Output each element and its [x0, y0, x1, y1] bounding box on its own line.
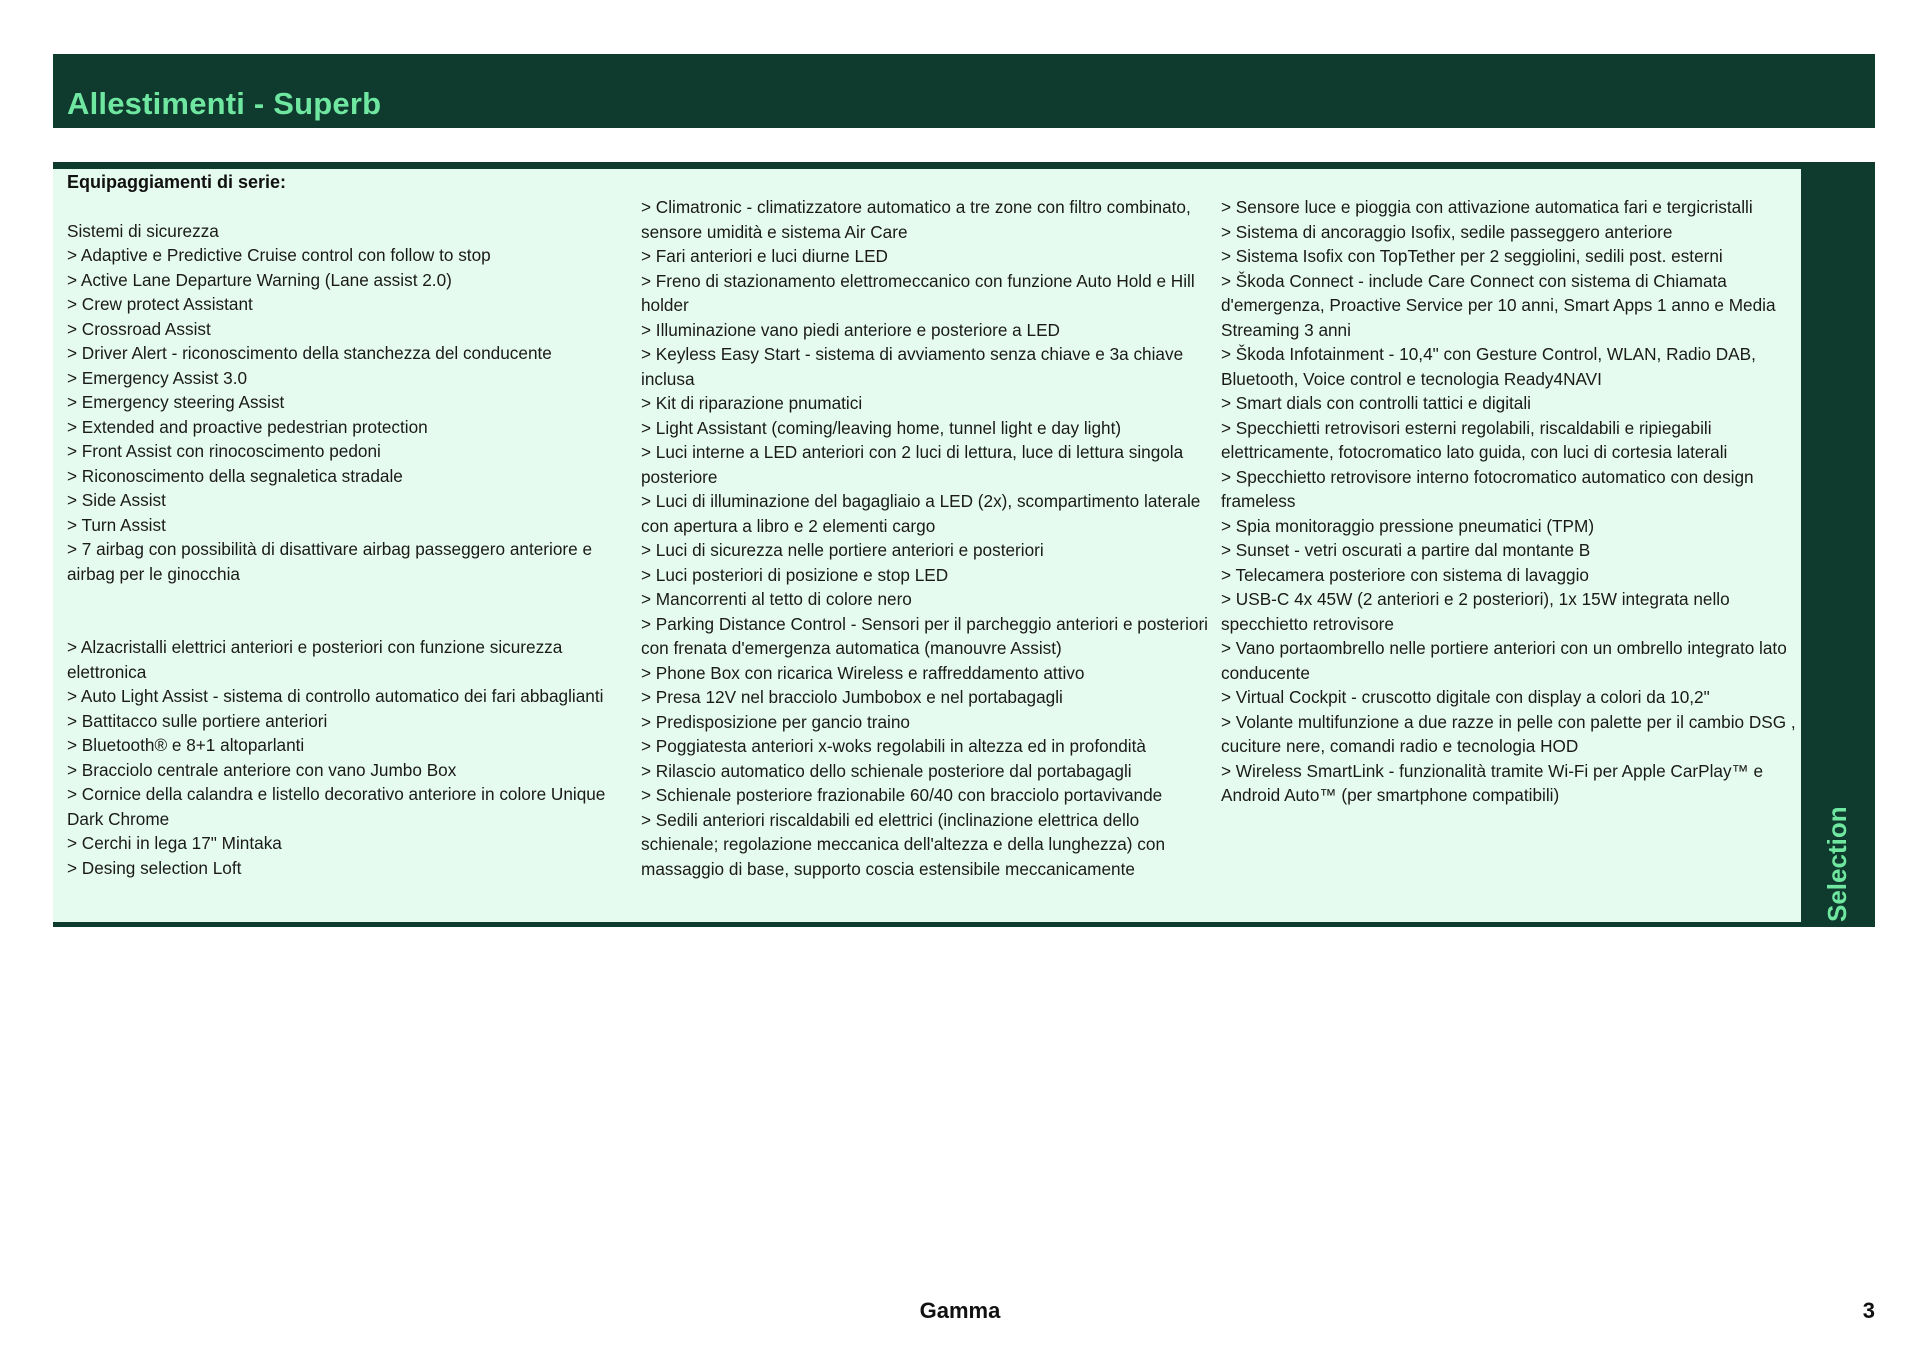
list-item: > USB-C 4x 45W (2 anteriori e 2 posteriori), 1x 15W integrata nello specchietto retrovisore [1221, 589, 1730, 634]
list-item: > Parking Distance Control - Sensori per il parcheggio anteriori e posteriori con frenata d'emergenza automatica (manouvre Assist) [641, 613, 1208, 658]
list-item: > Emergency steering Assist [67, 392, 285, 412]
list-item: > Extended and proactive pedestrian protection [67, 416, 428, 437]
list-item: > Sistema di ancoraggio Isofix, sedile passeggero anteriore [1221, 221, 1673, 242]
safety-subheading: Sistemi di sicurezza [67, 220, 219, 241]
trim-level-label: Selection [1822, 806, 1852, 922]
spacer [67, 586, 627, 635]
list-item: > Poggiatesta anteriori x-woks regolabili in altezza ed in profondità [641, 736, 1146, 756]
list-item: > Škoda Infotainment - 10,4" con Gesture Control, WLAN, Radio DAB, Bluetooth, Voice control e tecnologia Ready4NAVI [1221, 344, 1756, 389]
list-item: > Riconoscimento della segnaletica stradale [67, 465, 403, 486]
list-item: > Phone Box con ricarica Wireless e raffreddamento attivo [641, 662, 1085, 683]
list-item: > Cerchi in lega 17" Mintaka [67, 833, 282, 853]
equipment-column-1 [67, 170, 627, 880]
list-item: > Active Lane Departure Warning (Lane assist 2.0) [67, 269, 452, 290]
list-item: > Driver Alert - riconoscimento della stanchezza del conducente [67, 343, 552, 363]
list-item: > 7 airbag con possibilità di disattivare airbag passeggero anteriore e airbag per le ginocchia [67, 539, 593, 584]
list-item: > Kit di riparazione pnumatici [641, 393, 863, 413]
list-item: > Sensore luce e pioggia con attivazione automatica fari e tergicristalli [1221, 197, 1753, 217]
list-item: > Vano portaombrello nelle portiere anteriori con un ombrello integrato lato conducente [1221, 638, 1787, 683]
list-item: > Škoda Connect - include Care Connect con sistema di Chiamata d'emergenza, Proactive Service per 10 anni, Smart Apps 1 anno e Media Streaming 3 anni [1221, 270, 1776, 340]
list-item: > Battitacco sulle portiere anteriori [67, 710, 328, 731]
list-item: > Rilascio automatico dello schienale posteriore dal portabagagli [641, 760, 1132, 781]
list-item: > Crossroad Assist [67, 318, 211, 339]
list-item: > Emergency Assist 3.0 [67, 367, 248, 388]
list-item: > Crew protect Assistant [67, 294, 253, 314]
list-item: > Sistema Isofix con TopTether per 2 seggiolini, sedili post. esterni [1221, 246, 1723, 266]
list-item: > Mancorrenti al tetto di colore nero [641, 589, 912, 609]
list-item: > Sedili anteriori riscaldabili ed elettrici (inclinazione elettrica dello schienale; regolazione meccanica dell'altezza e della lunghezza) con massaggio di base, supporto coscia estensibile meccanicamente [641, 809, 1166, 879]
list-item: > Adaptive e Predictive Cruise control con follow to stop [67, 245, 491, 265]
page-title: Allestimenti - Superb [67, 86, 382, 121]
list-item: > Specchietti retrovisori esterni regolabili, riscaldabili e ripiegabili elettricamente, fotocromatico lato guida, con luci di cortesia laterali [1221, 417, 1728, 462]
list-item: > Presa 12V nel bracciolo Jumbobox e nel portabagagli [641, 687, 1063, 707]
list-item: > Schienale posteriore frazionabile 60/40 con bracciolo portavivande [641, 785, 1163, 805]
list-item: > Desing selection Loft [67, 857, 242, 878]
list-item: > Fari anteriori e luci diurne LED [641, 246, 888, 266]
list-item: > Telecamera posteriore con sistema di lavaggio [1221, 564, 1589, 585]
list-item: > Specchietto retrovisore interno fotocromatico automatico con design frameless [1221, 466, 1754, 511]
list-item: > Front Assist con rinocoscimento pedoni [67, 441, 381, 461]
list-item: > Spia monitoraggio pressione pneumatici (TPM) [1221, 515, 1595, 536]
list-item: > Luci interne a LED anteriori con 2 luci di lettura, luce di lettura singola posteriore [641, 442, 1184, 487]
footer-title: Gamma [919, 1298, 1001, 1323]
equipment-heading: Equipaggiamenti di serie: [67, 172, 287, 192]
equipment-content [53, 169, 1801, 922]
safety-list [67, 243, 627, 586]
list-item: > Luci di illuminazione del bagagliaio a LED (2x), scompartimento laterale con apertura a libro e 2 elementi cargo [641, 491, 1201, 536]
equipment-column-2 [641, 195, 1209, 881]
list-item: > Bluetooth® e 8+1 altoparlanti [67, 735, 305, 755]
list-item: > Bracciolo centrale anteriore con vano Jumbo Box [67, 759, 457, 780]
list-item: > Illuminazione vano piedi anteriore e posteriore a LED [641, 319, 1060, 340]
list-item: > Keyless Easy Start - sistema di avviamento senza chiave e 3a chiave inclusa [641, 344, 1184, 389]
list-item: > Turn Assist [67, 514, 166, 535]
list-item: > Volante multifunzione a due razze in pelle con palette per il cambio DSG , cuciture nere, comandi radio e tecnologia HOD [1221, 711, 1796, 756]
header-band [53, 54, 1875, 128]
comfort-list [67, 635, 627, 880]
list-item: > Light Assistant (coming/leaving home, tunnel light e day light) [641, 417, 1122, 438]
list-item: > Alzacristalli elettrici anteriori e posteriori con funzione sicurezza elettronica [67, 637, 563, 682]
list-item: > Freno di stazionamento elettromeccanico con funzione Auto Hold e Hill holder [641, 270, 1195, 315]
page-number: 3 [1862, 1298, 1875, 1323]
list-item: > Climatronic - climatizzatore automatico a tre zone con filtro combinato, sensore umidità e sistema Air Care [641, 197, 1191, 242]
list-item: > Predisposizione per gancio traino [641, 711, 910, 732]
list-item: > Smart dials con controlli tattici e digitali [1221, 393, 1531, 413]
list-item: > Cornice della calandra e listello decorativo anteriore in colore Unique Dark Chrome [67, 784, 606, 829]
list-item: > Luci posteriori di posizione e stop LED [641, 564, 949, 585]
equipment-column-3 [1221, 195, 1799, 808]
list-item: > Virtual Cockpit - cruscotto digitale con display a colori da 10,2" [1221, 687, 1710, 707]
list-item: > Auto Light Assist - sistema di controllo automatico dei fari abbaglianti [67, 686, 604, 706]
equipment-panel [53, 162, 1875, 927]
list-item: > Sunset - vetri oscurati a partire dal montante B [1221, 540, 1591, 560]
list-item: > Luci di sicurezza nelle portiere anteriori e posteriori [641, 540, 1044, 560]
list-item: > Wireless SmartLink - funzionalità tramite Wi-Fi per Apple CarPlay™ e Android Auto™ (per smartphone compatibili) [1221, 760, 1764, 805]
list-item: > Side Assist [67, 490, 166, 510]
